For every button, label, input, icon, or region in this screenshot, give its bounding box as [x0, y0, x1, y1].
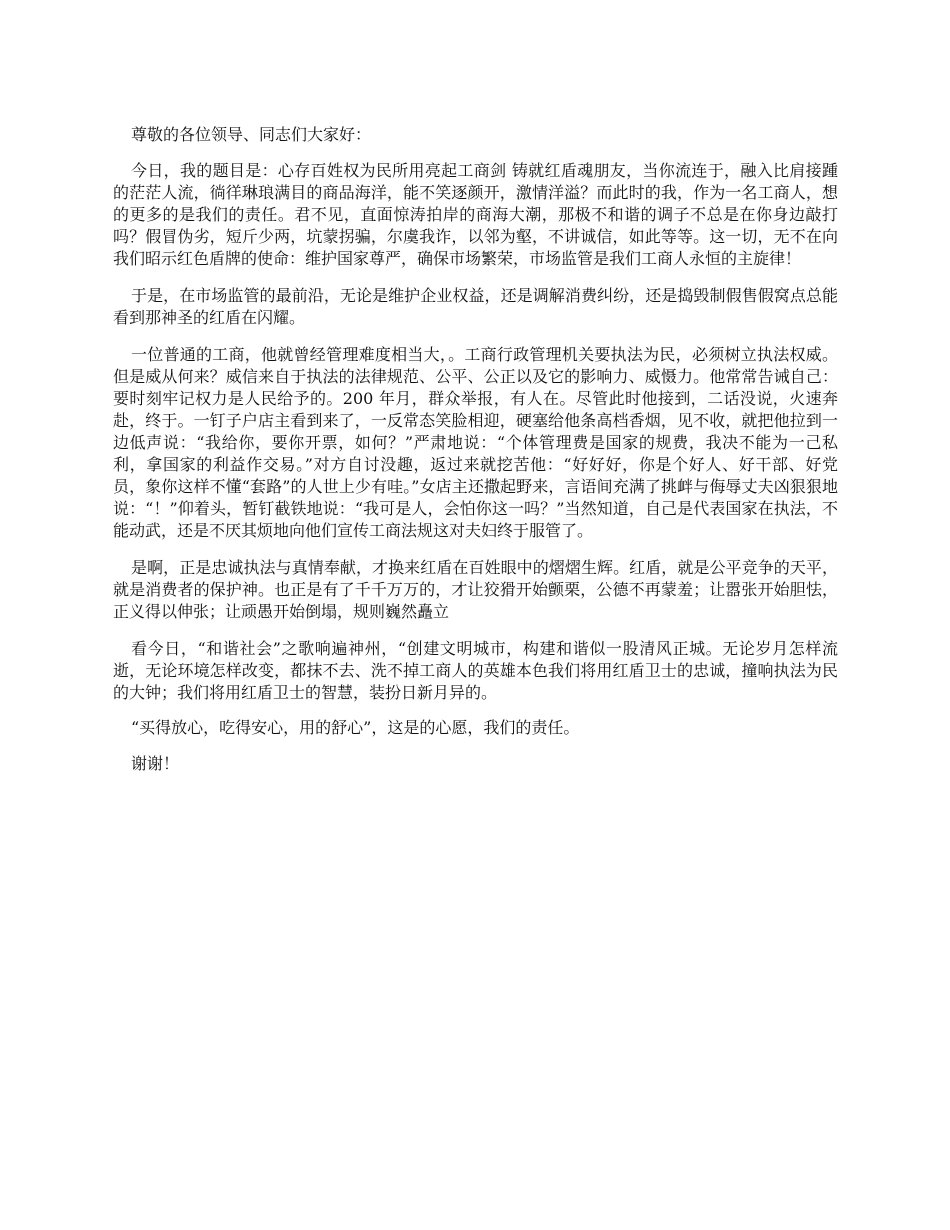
document-body — [113, 124, 838, 789]
paragraph-topic: 今日，我的题目是：心存百姓权为民所用亮起工商剑 铸就红盾魂朋友，当你流连于，融入比肩接踵的茫茫人流，徜徉琳琅满目的商品海洋，能不笑逐颜开，激情洋溢？而此时的我，作为一名工商人，想的更多的是我们的责任。君不见，直面惊涛拍岸的商海大潮，那极不和谐的调子不总是在你身边敲打吗？假冒伪劣，短斤少两，坑蒙拐骗，尔虞我诈，以邻为壑，不讲诚信，如此等等。这一切，无不在向我们昭示红色盾牌的使命：维护国家尊严，确保市场繁荣，市场监管是我们工商人永恒的主旋律！ — [113, 161, 838, 268]
paragraph-red-shield: 是啊，正是忠诚执法与真情奉献，才换来红盾在百姓眼中的熠熠生辉。红盾，就是公平竞争的天平，就是消费者的保护神。也正是有了千千万万的，才让狡猾开始颤栗，公德不再蒙羞；让嚣张开始胆怯，正义得以伸张；让顽愚开始倒塌，规则巍然矗立 — [113, 558, 838, 621]
paragraph-market-supervision: 于是，在市场监管的最前沿，无论是维护企业权益，还是调解消费纠纷，还是捣毁制假售假窝点总能看到那神圣的红盾在闪耀。 — [113, 286, 838, 327]
paragraph-story: 一位普通的工商，他就曾经管理难度相当大，。工商行政管理机关要执法为民，必须树立执法权威。但是威从何来？威信来自于执法的法律规范、公平、公正以及它的影响力、威慑力。他常常告诫自己：要时刻牢记权力是人民给予的。200 年月，群众举报，有人在。尽管此时他接到，二话没说，火速奔赴，终于。一钉子户店主看到来了，一反常态笑脸相迎，硬塞给他条高档香烟，见不收，就把他拉到一边低声说：“我给你，要你开票，如何？”严肃地说：“个体管理费是国家的规费，我决不能为一己私利，拿国家的利益作交易。”对方自讨没趣，返过来就挖苦他：“好好好，你是个好人、好干部、好党员，象你这样不懂“套路”的人世上少有哇。”女店主还撒起野来，言语间充满了挑衅与侮辱丈夫凶狠狠地说：“！”仰着头，暂钉截铁地说：“我可是人，会怕你这一吗？”当然知道，自己是代表国家在执法，不能动武，还是不厌其烦地向他们宣传工商法规这对夫妇终于服管了。 — [113, 345, 838, 540]
greeting: 尊敬的各位领导、同志们大家好： — [131, 125, 372, 144]
paragraph-harmonious-society: 看今日，“和谐社会”之歌响遍神州，“创建文明城市，构建和谐似一股清风正城。无论岁月怎样流逝，无论环境怎样改变，都抹不去、洗不掉工商人的英雄本色我们将用红盾卫士的忠诚，撞响执法为民的大钟；我们将用红盾卫士的智慧，装扮日新月异的。 — [113, 639, 838, 702]
thanks: 谢谢！ — [131, 754, 180, 773]
closing-quote: “买得放心，吃得安心，用的舒心”，这是的心愿，我们的责任。 — [131, 718, 580, 737]
